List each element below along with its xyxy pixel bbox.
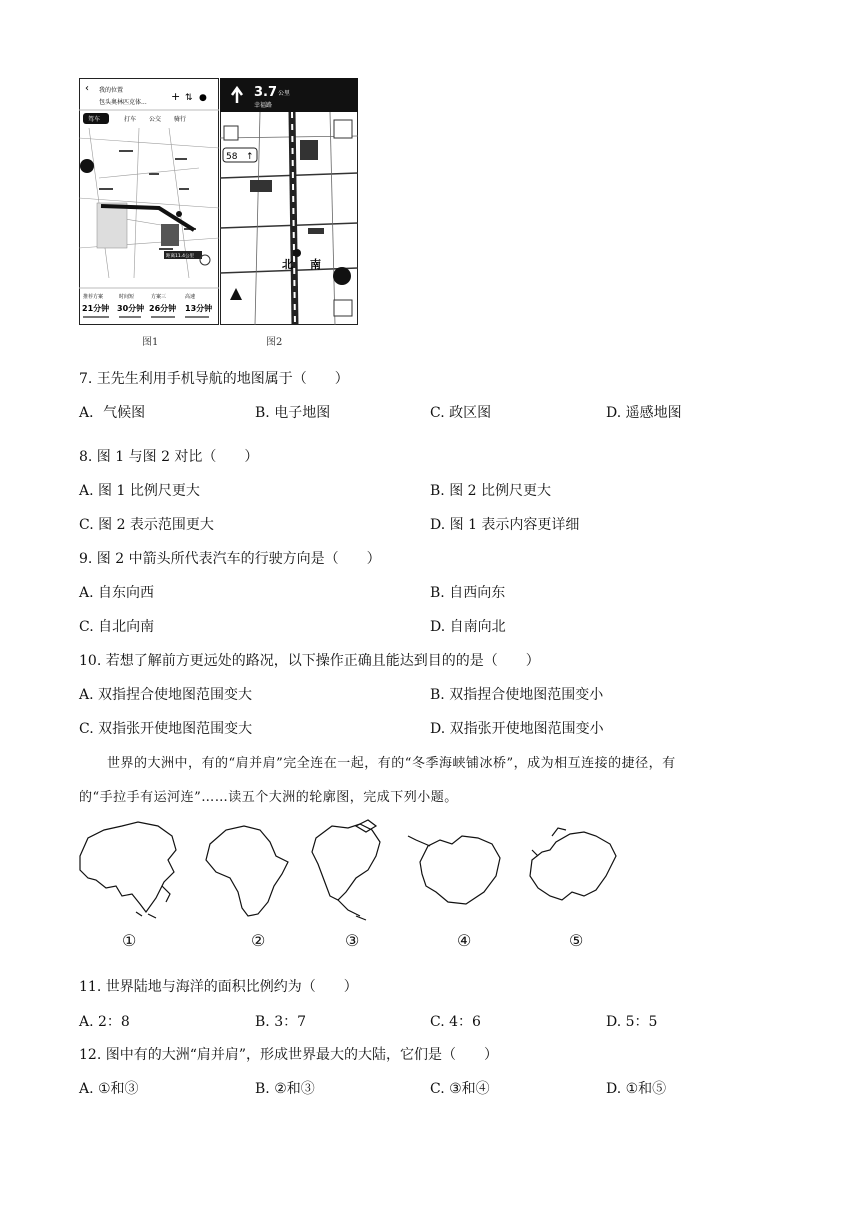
voice-icon: ● [199, 93, 207, 103]
continent-label-2: ② [251, 931, 266, 950]
south-label: 南 [310, 258, 321, 271]
tab-drive: 驾车 [88, 116, 101, 123]
q12-option-a: A. ①和③ [79, 1081, 139, 1097]
q11-option-a: A. 2：8 [79, 1014, 130, 1030]
q7-option-a: A．气候图 [79, 405, 146, 421]
continent-label-4: ④ [457, 931, 472, 950]
q9-option-b: B. 自西向东 [430, 585, 506, 601]
route-2-time: 30分钟 [117, 304, 145, 313]
q12-option-c: C. ③和④ [430, 1081, 490, 1097]
swap-icon: ⇅ [185, 93, 193, 103]
q12-option-b: B. ②和③ [255, 1081, 315, 1097]
nav-distance-unit: 公里 [278, 90, 291, 97]
continent-label-3: ③ [345, 931, 360, 950]
figure-2-map [220, 78, 358, 325]
figure-2-caption: 图2 [266, 337, 283, 348]
q9-option-d: D. 自南向北 [430, 619, 506, 635]
tab-bus: 公交 [149, 116, 162, 123]
north-america-outline [312, 824, 380, 900]
route-4-title: 高速 [185, 294, 196, 300]
q8-option-d: D. 图 1 表示内容更详细 [430, 517, 580, 533]
tab-taxi: 打车 [124, 116, 137, 123]
speed-indicator: 58 [226, 152, 238, 162]
route-1-time: 21分钟 [82, 304, 110, 313]
q8-option-c: C. 图 2 表示范围更大 [79, 517, 214, 533]
asia-outline [80, 822, 176, 912]
route-3-title: 方案三 [151, 294, 167, 300]
nav-road-name: 幸福路 [254, 102, 273, 109]
search-destination: 包头奥林匹克体... [99, 99, 147, 106]
q8-option-b: B. 图 2 比例尺更大 [430, 483, 551, 499]
africa-outline [206, 826, 288, 916]
figure-2 [220, 78, 358, 325]
europe-outline [530, 832, 616, 900]
q11-option-c: C. 4：6 [430, 1014, 481, 1030]
q10-option-b: B. 双指捏合使地图范围变小 [430, 687, 604, 703]
question-10-stem: 10. 若想了解前方更远处的路况，以下操作正确且能达到目的的是（ ） [79, 653, 540, 669]
question-12-stem: 12. 图中有的大洲“肩并肩”，形成世界最大的大陆，它们是（ ） [79, 1047, 499, 1063]
route-1-title: 推荐方案 [83, 294, 104, 300]
passage-line-1: 世界的大洲中，有的“肩并肩”完全连在一起，有的“冬季海峡铺冰桥”，成为相互连接的捷径，有 [107, 756, 676, 771]
speed-arrow-icon: ↑ [246, 152, 254, 162]
nav-distance: 3.7 [254, 85, 278, 100]
q10-option-a: A. 双指捏合使地图范围变大 [79, 687, 253, 703]
q9-option-c: C. 自北向南 [79, 619, 155, 635]
q11-option-b: B. 3：7 [255, 1014, 307, 1030]
question-9-stem: 9. 图 2 中箭头所代表汽车的行驶方向是（ ） [79, 551, 381, 567]
q9-option-a: A. 自东向西 [79, 585, 155, 601]
route-4-time: 13分钟 [185, 304, 213, 313]
back-arrow-icon: ‹ [85, 83, 89, 94]
q10-option-d: D. 双指张开使地图范围变小 [430, 721, 604, 737]
passage-line-2: 的“手拉手有运河连”……读五个大洲的轮廓图，完成下列小题。 [79, 790, 458, 805]
q12-option-d: D. ①和⑤ [606, 1081, 667, 1097]
search-origin: 我的位置 [99, 87, 124, 94]
antarctica-outline [420, 836, 500, 904]
route-2-title: 时间短 [119, 294, 135, 300]
question-8-stem: 8. 图 1 与图 2 对比（ ） [79, 449, 259, 465]
figure-1 [79, 78, 219, 325]
continent-label-5: ⑤ [569, 931, 584, 950]
tab-bike: 骑行 [174, 116, 187, 123]
q10-option-c: C. 双指张开使地图范围变大 [79, 721, 253, 737]
add-icon: + [171, 90, 181, 103]
question-11-stem: 11. 世界陆地与海洋的面积比例约为（ ） [79, 979, 358, 995]
q8-option-a: A. 图 1 比例尺更大 [79, 483, 200, 499]
north-label: 北 [282, 258, 293, 271]
figure-1-caption: 图1 [142, 337, 159, 348]
continent-label-1: ① [122, 931, 137, 950]
question-7-stem: 7. 王先生利用手机导航的地图属于（ ） [79, 371, 349, 387]
location-icon [80, 159, 94, 173]
q7-option-b: B. 电子地图 [255, 405, 331, 421]
q7-option-d: D. 遥感地图 [606, 405, 682, 421]
route-3-time: 26分钟 [149, 304, 177, 313]
q7-option-c: C. 政区图 [430, 405, 492, 421]
continent-outlines [76, 816, 621, 924]
q11-option-d: D. 5：5 [606, 1014, 658, 1030]
route-distance-badge: 距离11.4公里 [166, 254, 195, 259]
figure-1-map [79, 78, 219, 325]
